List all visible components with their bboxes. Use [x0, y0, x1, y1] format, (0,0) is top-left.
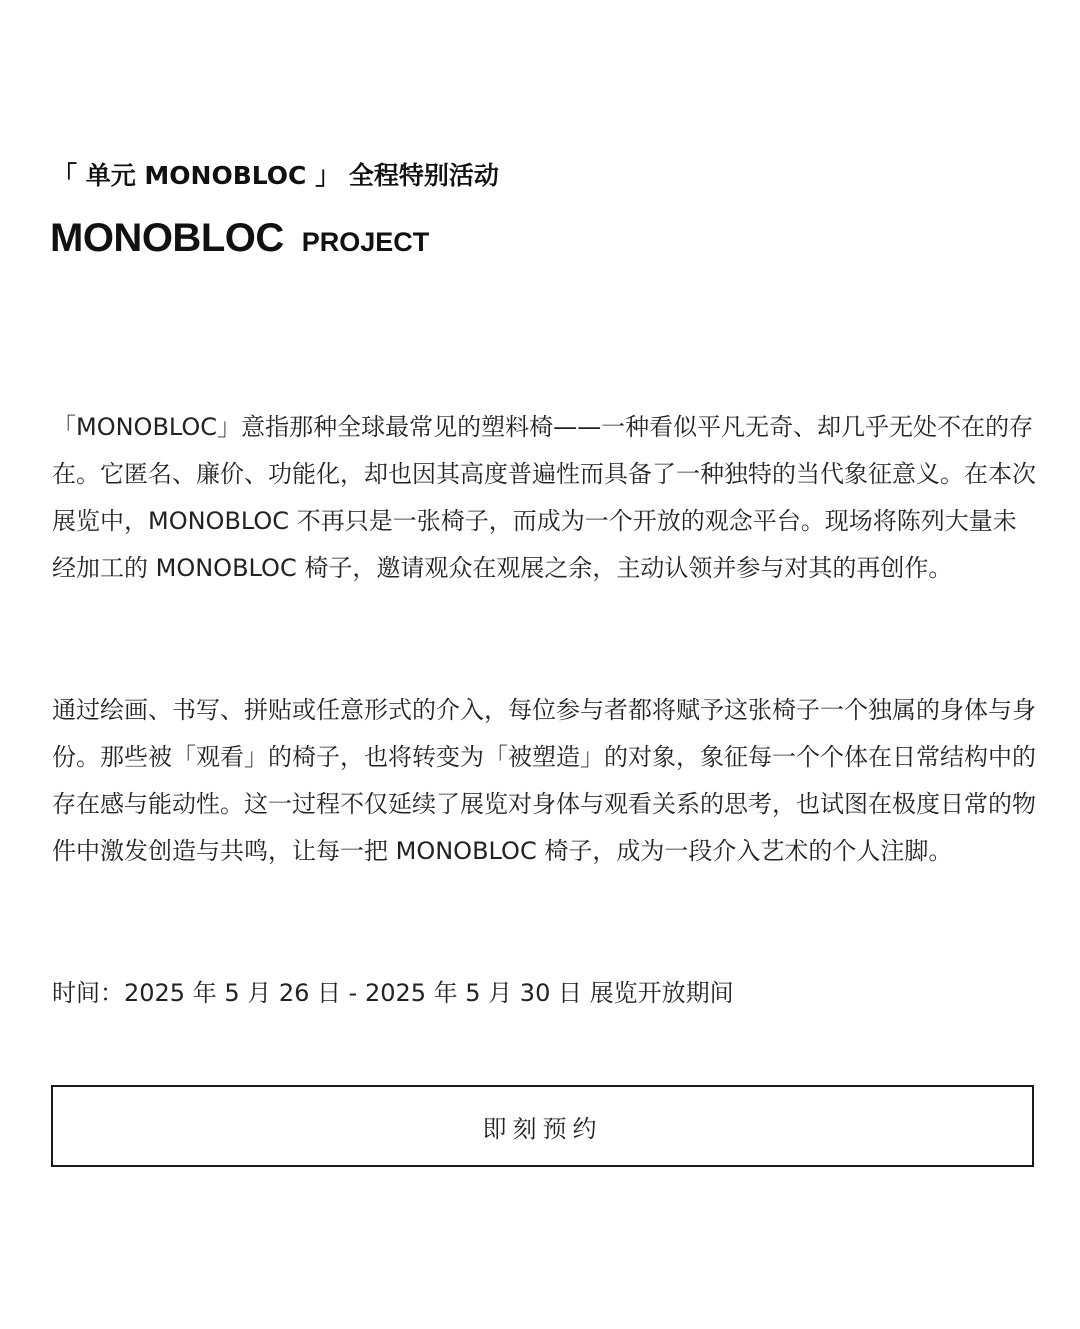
event-title-sub: PROJECT: [301, 227, 430, 257]
description-paragraph-1: 「MONOBLOC」意指那种全球最常见的塑料椅——一种看似平凡无奇、却几乎无处不在的存在。它匿名、廉价、功能化，却也因其高度普遍性而具备了一种独特的当代象征意义。在本次展览中，MONOBLOC 不再只是一张椅子，而成为一个开放的观念平台。现场将陈列大量未经加工的 MONOBLOC 椅子，邀请观众在观展之余，主动认领并参与对其的再创作。: [52, 413, 1036, 582]
reserve-button[interactable]: [51, 1085, 1034, 1167]
event-title-main: MONOBLOC: [50, 216, 284, 260]
event-date: 时间：2025 年 5 月 26 日 - 2025 年 5 月 30 日 展览开放期间: [52, 979, 734, 1007]
description-paragraph-2: 通过绘画、书写、拼贴或任意形式的介入，每位参与者都将赋予这张椅子一个独属的身体与身份。那些被「观看」的椅子，也将转变为「被塑造」的对象，象征每一个个体在日常结构中的存在感与能动性。这一过程不仅延续了展览对身体与观看关系的思考，也试图在极度日常的物件中激发创造与共鸣，让每一把 MONOBLOC 椅子，成为一段介入艺术的个人注脚。: [52, 696, 1036, 865]
reserve-button-label: 即刻预约: [482, 1114, 603, 1143]
event-subtitle: 「 单元 MONOBLOC 」 全程特别活动: [52, 161, 499, 190]
event-title: [50, 212, 429, 272]
